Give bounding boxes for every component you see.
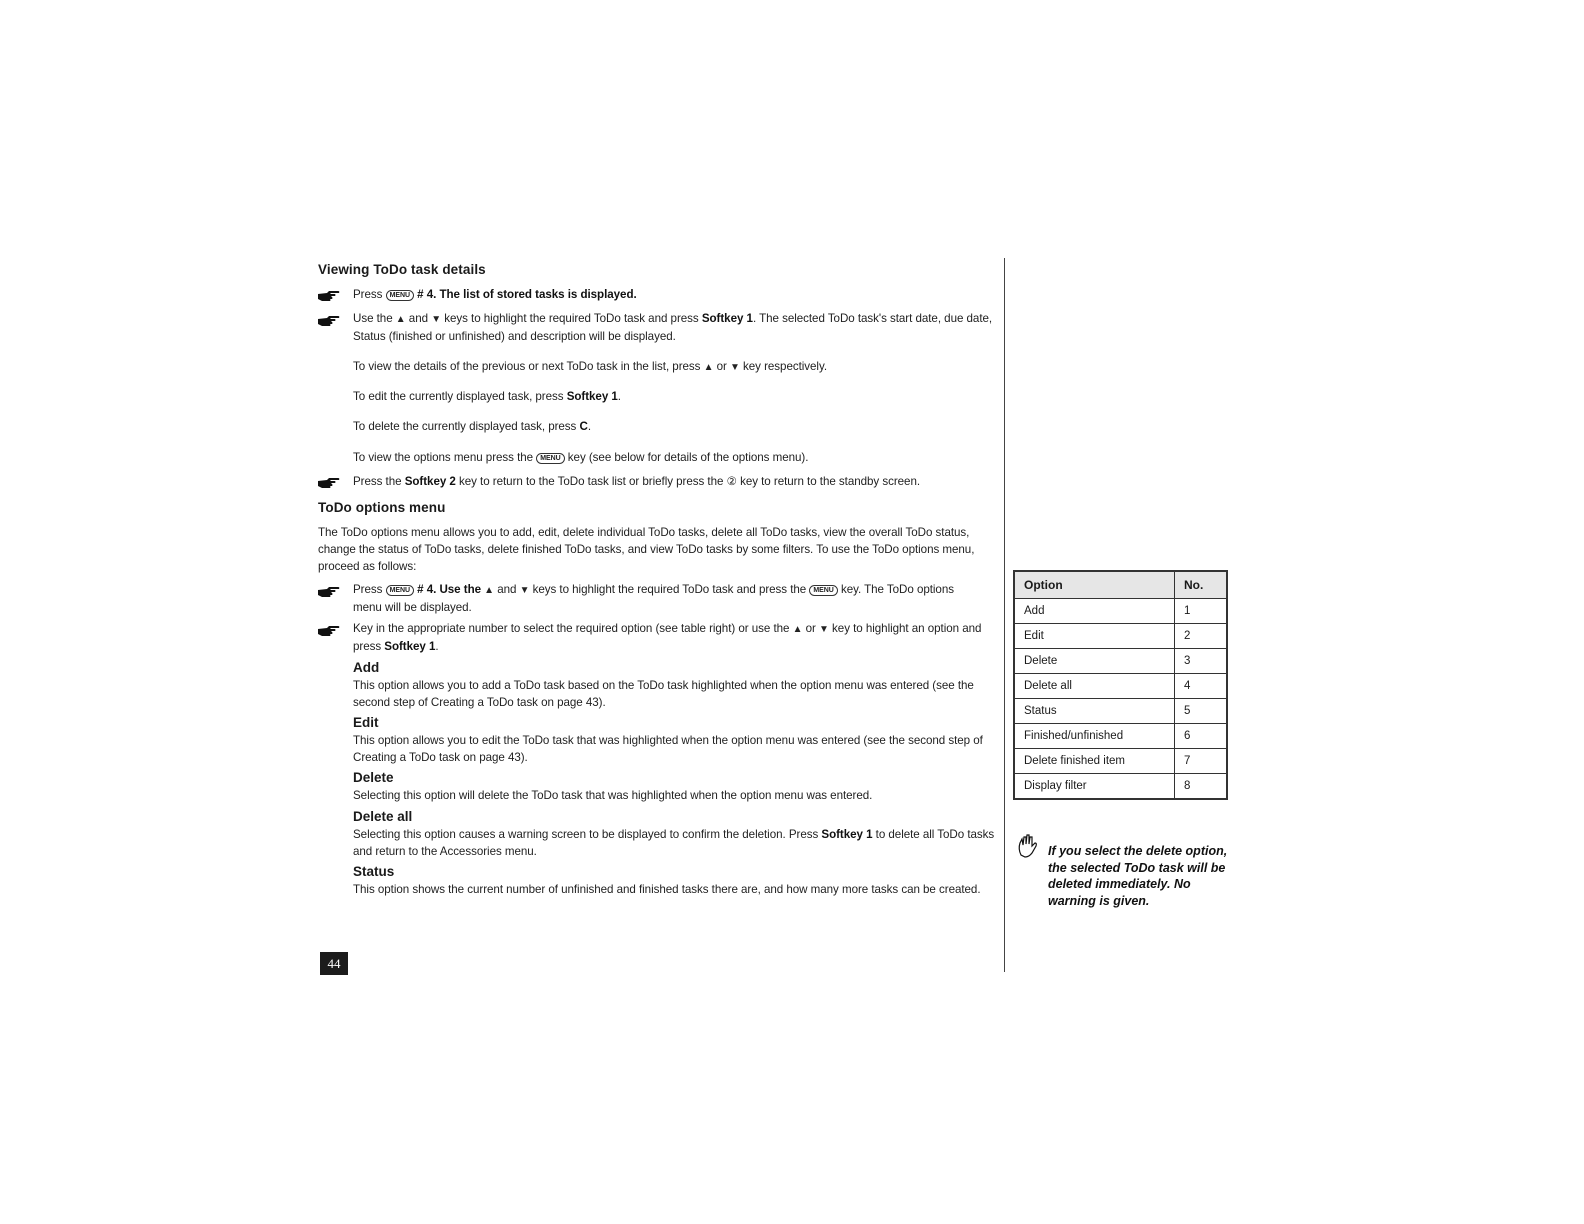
down-arrow-icon: ▼ — [819, 624, 829, 635]
text: The ToDo options menu allows you to add, edit, delete individual ToDo tasks, delete all ToDo tasks, view the overall ToDo status, — [318, 526, 970, 539]
option-name: Delete finished item — [1014, 749, 1175, 774]
page-number: 44 — [320, 952, 348, 975]
table-row — [1014, 749, 1227, 774]
text: This option shows the current number of unfinished and finished tasks there are, and how many more tasks can be created. — [353, 883, 981, 896]
text: key to return to the ToDo task list or briefly press the — [455, 475, 727, 488]
text: To edit the currently displayed task, press — [353, 390, 567, 403]
text: menu will be displayed. — [353, 601, 472, 614]
down-arrow-icon: ▼ — [431, 314, 442, 325]
viewing-step-1 — [353, 286, 637, 303]
text: proceed as follows: — [318, 560, 417, 573]
table-row — [1014, 624, 1227, 649]
option-name: Finished/unfinished — [1014, 724, 1175, 749]
text: or — [802, 622, 820, 635]
text: Status (finished or unfinished) and description will be displayed. — [353, 330, 676, 343]
pointing-hand-icon — [318, 290, 340, 302]
text: change the status of ToDo tasks, delete finished ToDo tasks, and view ToDo tasks by some filters. To use the ToDo options menu, — [318, 543, 975, 556]
table-row — [1014, 724, 1227, 749]
text: To view the options menu press the — [353, 451, 537, 464]
option-name: Add — [1014, 599, 1175, 624]
text: To delete the currently displayed task, press — [353, 420, 580, 433]
option-number: 2 — [1175, 624, 1228, 649]
option-number: 5 — [1175, 699, 1228, 724]
options-table — [1013, 570, 1228, 800]
table-header-row — [1014, 571, 1227, 599]
menu-key-icon: MENU — [386, 290, 414, 301]
pointing-hand-icon — [318, 477, 340, 489]
end-key-icon: ② — [726, 475, 737, 488]
viewing-para-3 — [353, 418, 591, 435]
header-no: No. — [1175, 571, 1228, 599]
text: deleted immediately. No — [1048, 877, 1191, 891]
pointing-hand-icon — [318, 625, 340, 637]
text: This option allows you to add a ToDo task based on the ToDo task highlighted when the option menu was entered (see the — [353, 679, 974, 692]
softkey-label: Softkey 1 — [384, 640, 436, 653]
options-step-1 — [353, 581, 954, 616]
softkey-label: Softkey 1 — [821, 828, 873, 841]
text: Key in the appropriate number to select the required option (see table right) or use the — [353, 622, 793, 635]
text: second step of Creating a ToDo task on page 43). — [353, 696, 606, 709]
pointing-hand-icon — [318, 586, 340, 598]
table-row — [1014, 699, 1227, 724]
text: key. The ToDo options — [837, 583, 954, 596]
text: . The selected ToDo task's start date, due date, — [752, 312, 993, 325]
text: To view the details of the previous or next ToDo task in the list, press — [353, 360, 704, 373]
text: . — [435, 640, 439, 653]
down-arrow-icon: ▼ — [730, 362, 740, 373]
table-row — [1014, 774, 1227, 800]
c-key-label: C — [579, 420, 588, 433]
text: key to return to the standby screen. — [736, 475, 921, 488]
section-title-options: ToDo options menu — [318, 500, 446, 515]
softkey-label: Softkey 1 — [701, 312, 753, 325]
text: This option allows you to edit the ToDo task that was highlighted when the option menu was entered (see the second step of — [353, 734, 983, 747]
up-arrow-icon: ▲ — [792, 624, 803, 635]
status-description — [353, 881, 981, 898]
table-body — [1014, 599, 1227, 800]
text: . — [617, 390, 621, 403]
pointing-hand-icon — [318, 315, 340, 327]
subsection-title-status: Status — [353, 864, 395, 879]
table-row — [1014, 649, 1227, 674]
option-name: Edit — [1014, 624, 1175, 649]
text: Press — [353, 583, 386, 596]
edit-description — [353, 732, 983, 766]
option-number: 8 — [1175, 774, 1228, 800]
option-number: 7 — [1175, 749, 1228, 774]
option-number: 4 — [1175, 674, 1228, 699]
text: keys to highlight the required ToDo task and press — [441, 312, 702, 325]
text: . — [587, 420, 591, 433]
viewing-step-2 — [353, 310, 992, 345]
option-number: 1 — [1175, 599, 1228, 624]
subsection-title-delete-all: Delete all — [353, 809, 413, 824]
softkey-label: Softkey 1 — [566, 390, 618, 403]
viewing-para-4 — [353, 449, 808, 466]
viewing-step-1-pre: Press — [353, 288, 386, 301]
text: warning is given. — [1048, 893, 1150, 908]
text: key respectively. — [739, 360, 828, 373]
add-description — [353, 677, 974, 711]
viewing-para-2 — [353, 388, 621, 405]
options-intro — [318, 524, 974, 575]
column-divider — [1004, 258, 1005, 972]
text: Press the — [353, 475, 405, 488]
delete-all-description — [353, 826, 994, 860]
section-title-viewing: Viewing ToDo task details — [318, 262, 486, 277]
option-name: Status — [1014, 699, 1175, 724]
menu-key-icon: MENU — [386, 585, 414, 596]
subsection-title-add: Add — [353, 660, 380, 675]
up-arrow-icon: ▲ — [484, 585, 495, 596]
text: If you select the delete option, — [1048, 844, 1228, 858]
text: # 4. Use the — [413, 583, 485, 596]
option-name: Delete all — [1014, 674, 1175, 699]
text: the selected ToDo task will be — [1048, 860, 1226, 875]
up-arrow-icon: ▲ — [703, 362, 714, 373]
text: or — [713, 360, 730, 373]
option-name: Display filter — [1014, 774, 1175, 800]
header-option: Option — [1014, 571, 1175, 599]
down-arrow-icon: ▼ — [519, 585, 530, 596]
text: key (see below for details of the options menu). — [564, 451, 809, 464]
hand-note-icon — [1016, 833, 1042, 859]
delete-description — [353, 787, 872, 804]
viewing-step-1-post: # 4. The list of stored tasks is displayed. — [413, 288, 637, 301]
viewing-para-1 — [353, 358, 827, 376]
text: Selecting this option will delete the ToDo task that was highlighted when the option menu was entered. — [353, 789, 873, 802]
text: press — [353, 640, 385, 653]
subsection-title-edit: Edit — [353, 715, 379, 730]
text: Selecting this option causes a warning screen to be displayed to confirm the deletion. Press — [353, 828, 822, 841]
up-arrow-icon: ▲ — [395, 314, 406, 325]
text: to delete all ToDo tasks — [872, 828, 995, 841]
text: keys to highlight the required ToDo task and press the — [529, 583, 810, 596]
menu-key-icon: MENU — [809, 585, 837, 596]
softkey-label: Softkey 2 — [404, 475, 456, 488]
text: and return to the Accessories menu. — [353, 845, 537, 858]
option-name: Delete — [1014, 649, 1175, 674]
options-step-2 — [353, 620, 981, 655]
text: key to highlight an option and — [828, 622, 982, 635]
text: Creating a ToDo task on page 43). — [353, 751, 528, 764]
menu-key-icon: MENU — [536, 453, 564, 464]
text: Use the — [353, 312, 396, 325]
text: and — [494, 583, 520, 596]
text: and — [405, 312, 432, 325]
table-row — [1014, 599, 1227, 624]
delete-warning-note — [1048, 843, 1228, 909]
subsection-title-delete: Delete — [353, 770, 394, 785]
option-number: 3 — [1175, 649, 1228, 674]
table-row — [1014, 674, 1227, 699]
option-number: 6 — [1175, 724, 1228, 749]
viewing-step-3 — [353, 473, 920, 490]
